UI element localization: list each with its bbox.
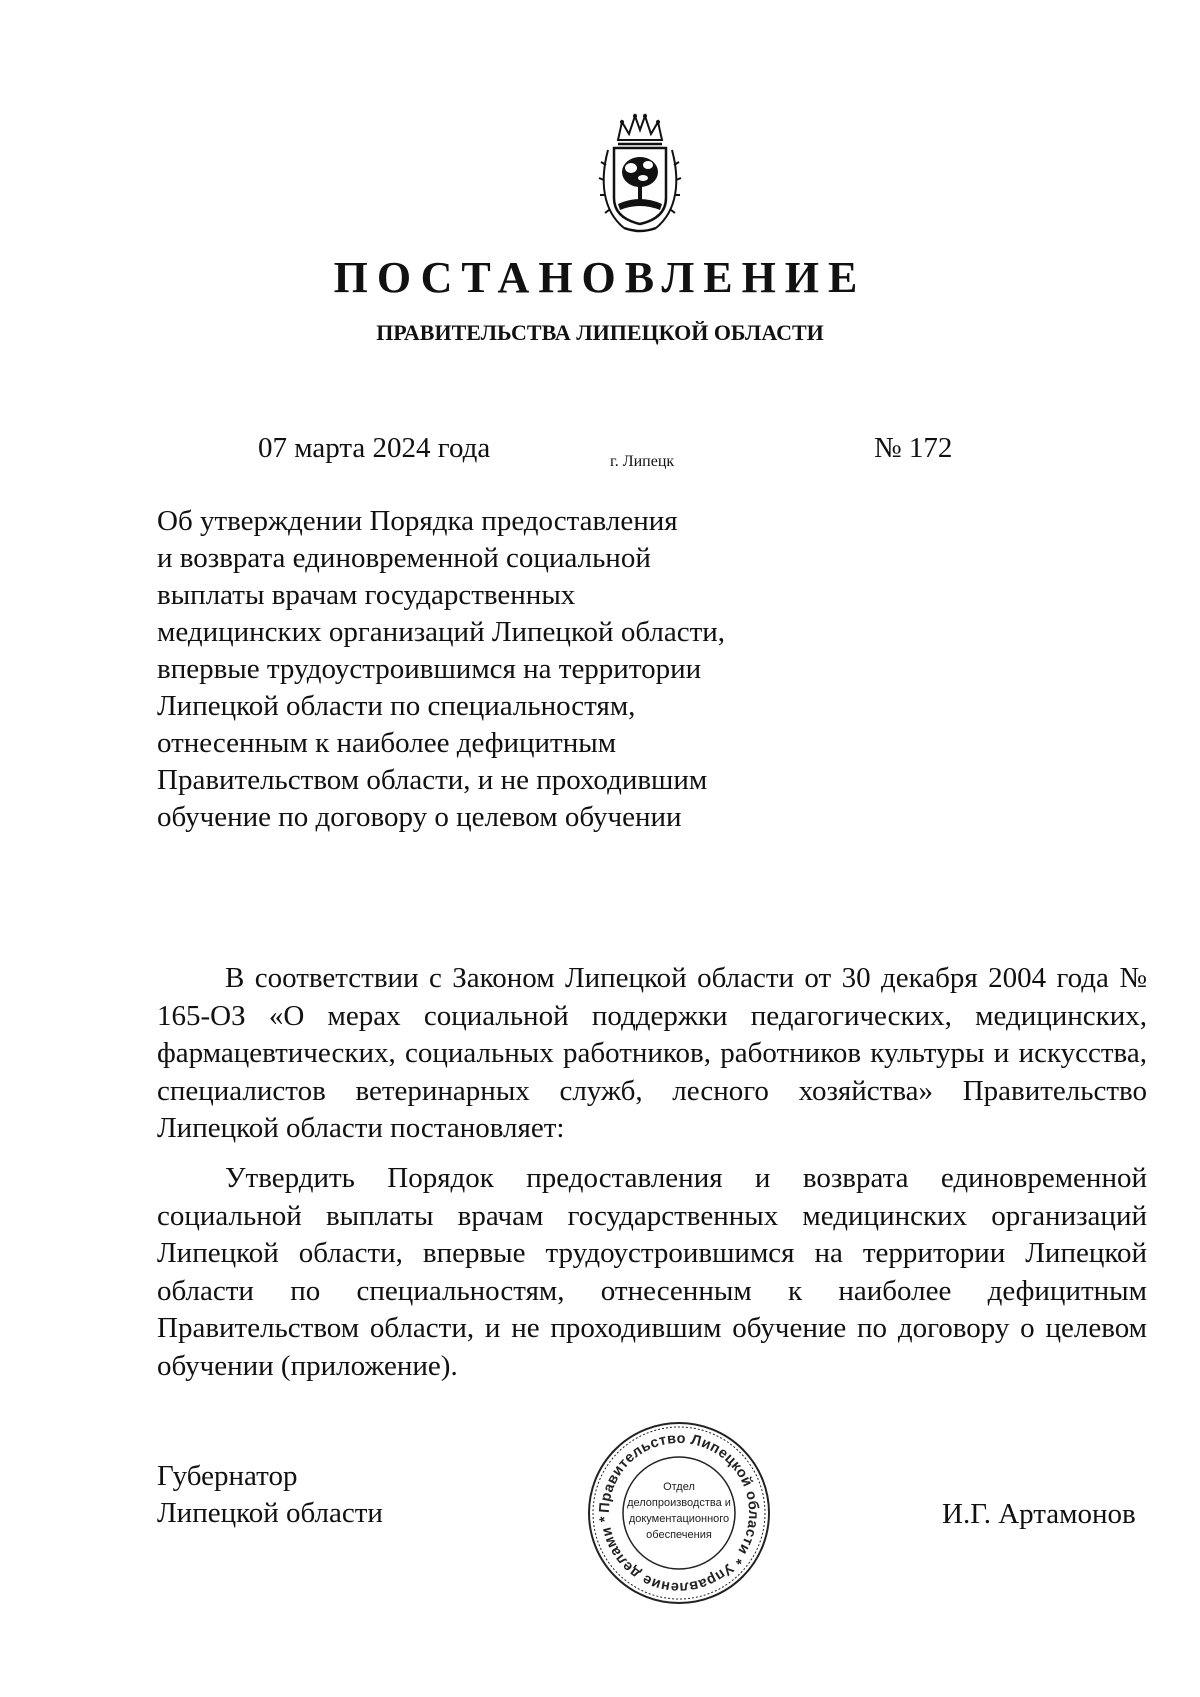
document-city: г. Липецк <box>610 453 675 470</box>
document-date: 07 марта 2024 года <box>258 432 491 464</box>
signatory-name: И.Г. Артамонов <box>942 1498 1136 1530</box>
subject-line: отнесенным к наиболее дефицитным <box>157 727 617 759</box>
stamp-inner-line: делопроизводства и <box>627 1497 731 1509</box>
document-issuer: ПРАВИТЕЛЬСТВА ЛИПЕЦКОЙ ОБЛАСТИ <box>376 320 824 345</box>
stamp-seal-icon <box>586 1420 772 1606</box>
stamp-inner-line: обеспечения <box>646 1529 712 1541</box>
stamp-inner-line: документационного <box>628 1513 730 1525</box>
subject-line: Липецкой области по специальностям, <box>157 690 636 722</box>
subject-line: выплаты врачам государственных <box>157 579 576 611</box>
coat-of-arms-emblem <box>598 110 682 238</box>
document-title: ПОСТАНОВЛЕНИЕ <box>333 253 867 302</box>
coat-of-arms-icon <box>598 110 682 238</box>
stamp-inner-line: Отдел <box>663 1481 695 1493</box>
body-paragraph-resolution: Утвердить Порядок предоставления и возврата единовременной социальной выплаты врачам государственных медицинских организаций Липецкой области, впервые трудоустроившимся на территории Липецкой области по специальностям, отнесенным к наиболее дефицитным Правительством области, и не проходившим обучение по договору о целевом обучении (приложение). <box>157 1162 1147 1382</box>
signatory-position-line: Губернатор <box>157 1460 298 1492</box>
document-subject <box>157 503 797 836</box>
subject-line: медицинских организаций Липецкой области, <box>157 616 726 648</box>
subject-line: обучение по договору о целевом обучении <box>157 801 682 833</box>
signatory-position <box>157 1458 383 1532</box>
official-stamp <box>586 1420 772 1606</box>
subject-line: впервые трудоустроившимся на территории <box>157 653 702 685</box>
subject-line: Правительством области, и не проходившим <box>157 764 708 796</box>
subject-line: Об утверждении Порядка предоставления <box>157 505 678 537</box>
document-number: № 172 <box>874 432 953 464</box>
subject-line: и возврата единовременной социальной <box>157 542 651 574</box>
signatory-position-line: Липецкой области <box>157 1497 383 1529</box>
body-paragraph-preamble: В соответствии с Законом Липецкой области от 30 декабря 2004 года № 165-ОЗ «О мерах социальной поддержки педагогических, медицинских, фармацевтических, социальных работников, работников культуры и искусства, специалистов ветеринарных служб, лесного хозяйства» Правительство Липецкой области постановляет: <box>157 962 1147 1144</box>
stamp-outer-text: Правительство Липецкой области * Управление делами * <box>596 1430 762 1596</box>
